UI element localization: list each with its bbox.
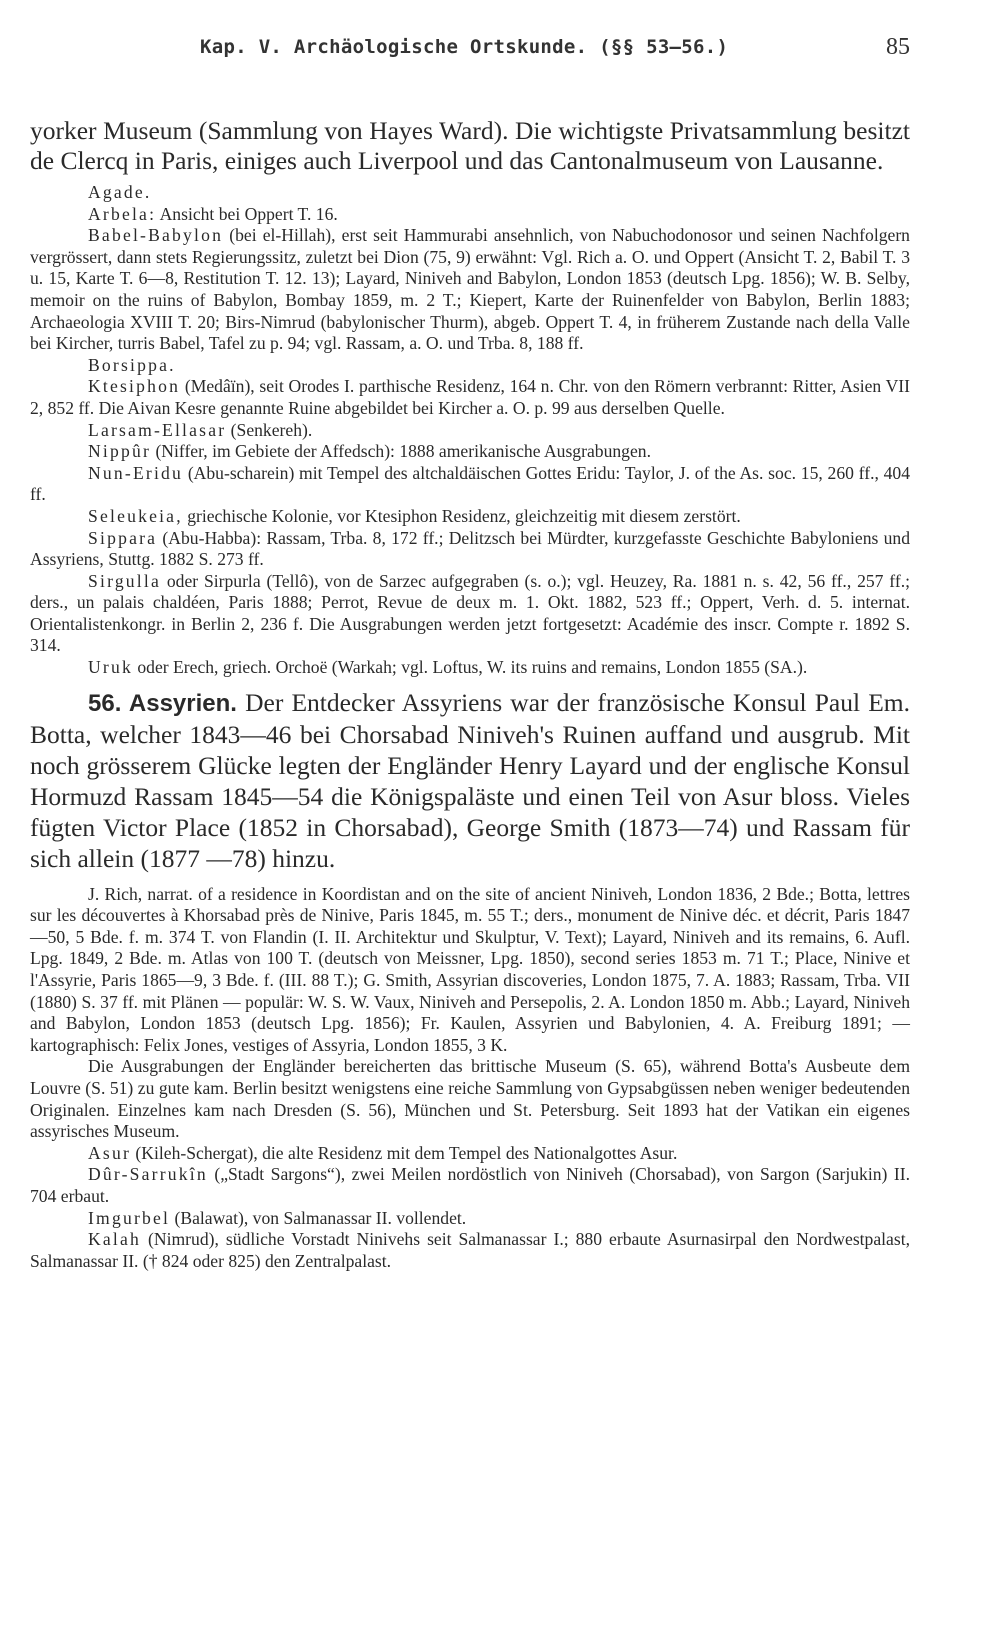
site-entry-borsippa: [30, 355, 910, 377]
site-name: Agade.: [88, 182, 152, 202]
site-text: („Stadt Sargons“), zwei Meilen nordöstlich von Niniveh (Chorsabad), von Sargon (Sarjukin) II. 704 erbaut.: [30, 1164, 911, 1206]
site-name: Nun-Eridu: [88, 462, 184, 483]
site-name: Sirgulla: [88, 570, 161, 591]
site-text: oder Erech, griech. Orchoë (Warkah; vgl. Loftus, W. its ruins and remains, London 1855 (SA.).: [137, 657, 808, 678]
museum-paragraph: Die Ausgrabungen der Engländer bereicherten das brittische Museum (S. 65), während Botta's Ausbeute dem Louvre (S. 51) zu gute kam. Berlin besitzt wenigstens eine reiche Sammlung von Gypsabgüssen neben weniger bedeutenden Originalen. Einzelnes kam nach Dresden (S. 56), München und St. Petersburg. Seit 1893 hat der Vatikan ein eigenes assyrisches Museum.: [30, 1056, 910, 1142]
site-name: Seleukeia,: [88, 505, 183, 526]
site-entry-imgurbel: [30, 1208, 910, 1230]
site-name: Asur: [88, 1142, 132, 1163]
section-text: Der Entdecker Assyriens war der französische Konsul Paul Em. Botta, welcher 1843—46 bei Chorsabad Niniveh's Ruinen auffand und ausgrub. Mit noch grösserem Glücke legten der Engländer Henry Layard und der englische Konsul Hormuzd Rassam 1845—54 die Königspaläste und einen Teil von Asur bloss. Vieles fügten Victor Place (1852 in Chorsabad), George Smith (1873—74) und Rassam für sich allein (1877 —78) hinzu.: [30, 687, 910, 873]
chapter-title: Kap. V. Archäologische Ortskunde. (§§ 53—56.): [200, 36, 729, 58]
site-name: Arbela:: [88, 203, 157, 224]
site-text: (Niffer, im Gebiete der Affedsch): 1888 amerikanische Ausgrabungen.: [155, 441, 651, 462]
site-entry-kalah: [30, 1229, 910, 1272]
site-name: Ktesiphon: [88, 376, 181, 397]
site-name: Larsam-Ellasar: [88, 419, 227, 440]
site-entry-agade: [30, 182, 910, 204]
site-entry-sirgulla: [30, 571, 910, 657]
site-text: (Kileh-Schergat), die alte Residenz mit dem Tempel des Nationalgottes Asur.: [135, 1142, 678, 1163]
site-entry-nippur: [30, 441, 910, 463]
site-text: griechische Kolonie, vor Ktesiphon Residenz, gleichzeitig mit diesem zerstört.: [187, 505, 741, 526]
site-entry-asur: [30, 1143, 910, 1165]
site-name: Nippûr: [88, 441, 152, 462]
site-text: (Senkereh).: [230, 419, 313, 440]
site-text: (Abu-Habba): Rassam, Trba. 8, 172 ff.; Delitzsch bei Mürdter, kurzgefasste Geschichte Babyloniens und Assyriens, Stuttg. 1882 S. 273 ff.: [30, 527, 910, 570]
site-entry-larsam: [30, 420, 910, 442]
site-entry-uruk: [30, 657, 910, 679]
site-name: Uruk: [88, 657, 133, 678]
site-text: (Balawat), von Salmanassar II. vollendet.: [174, 1207, 467, 1228]
site-name: Borsippa.: [88, 354, 176, 375]
site-entry-seleukeia: [30, 506, 910, 528]
running-header: [30, 30, 910, 76]
site-entry-sippara: [30, 528, 910, 571]
site-name: Kalah: [88, 1229, 142, 1250]
site-text: oder Sirpurla (Tellô), von de Sarzec aufgegraben (s. o.); vgl. Heuzey, Ra. 1881 n. s. 42, 56 ff., 257 ff.; ders., un palais chaldéen, Paris 1888; Perrot, Revue de deux m. 1. Okt. 1882, 523 ff.; Oppert, Verh. d. 5. internat. Orientalistenkongr. in Berlin 2, 236 f. Die Ausgrabungen werden jetzt fortgesetzt: Académie des inscr. Compte r. 1892 S. 314.: [30, 570, 910, 656]
site-text: (Medâïn), seit Orodes I. parthische Residenz, 164 n. Chr. von den Römern verbrannt: Ritter, Asien VII 2, 852 ff. Die Aivan Kesre genannte Ruine abgebildet bei Kircher a. O. p. 99 aus derselben Quelle.: [30, 376, 910, 418]
site-text: Ansicht bei Oppert T. 16.: [159, 203, 338, 224]
site-text: (bei el-Hillah), erst seit Hammurabi ansehnlich, von Nabuchodonosor und seinen Nachfolgern vergrössert, dann stets Regierungssitz, zuletzt bei Dion (75, 9) erwähnt: Vgl. Rich a. O. und Oppert (Ansicht T. 2, Babil T. 3 u. 15, Karte T. 6—8, Restitution T. 12. 13); Layard, Niniveh and Babylon, London 1853 (deutsch Lpg. 1856); W. B. Selby, memoir on the ruins of Babylon, Bombay 1859, m. 2 T.; Kiepert, Karte der Ruinenfelder von Babylon, Berlin 1883; Archaeologia XVIII T. 20; Birs-Nimrud (babylonischer Thurm), abgeb. Oppert T. 4, in früherem Zustande nach della Valle bei Kircher, turris Babel, Tafel zu p. 94; vgl. Rassam, a. O. und Trba. 8, 188 ff.: [30, 225, 910, 354]
section-heading: 56. Assyrien.: [88, 689, 237, 717]
site-name: Babel-Babylon: [88, 225, 224, 246]
site-entry-babylon: [30, 225, 910, 355]
section-56-paragraph: [30, 687, 910, 874]
site-name: Sippara: [88, 527, 158, 548]
site-name: Imgurbel: [88, 1207, 171, 1228]
page-number: 85: [886, 34, 910, 60]
site-name: Dûr-Sarrukîn: [88, 1164, 208, 1185]
site-entry-nun-eridu: [30, 463, 910, 506]
site-text: (Abu-scharein) mit Tempel des altchaldäischen Gottes Eridu: Taylor, J. of the As. soc. 15, 260 ff., 404 ff.: [30, 462, 911, 505]
site-entry-ktesiphon: [30, 376, 910, 419]
site-entry-arbela: [30, 204, 910, 226]
intro-paragraph: yorker Museum (Sammlung von Hayes Ward). Die wichtigste Privatsammlung besitzt de Clercq in Paris, einiges auch Liverpool und das Cantonalmuseum von Lausanne.: [30, 116, 910, 175]
babylonian-sites-list: [30, 182, 910, 679]
assyrian-literature: [30, 884, 910, 1273]
references-paragraph: J. Rich, narrat. of a residence in Koordistan and on the site of ancient Niniveh, London 1836, 2 Bde.; Botta, lettres sur les découvertes à Khorsabad près de Ninive, Paris 1845, m. 55 T.; ders., monument de Ninive déc. et décrit, Paris 1847—50, 5 Bde. f. m. 374 T. von Flandin (I. II. Architektur und Skulptur, V. Text); Layard, Niniveh and its remains, 6. Aufl. Lpg. 1849, 2 Bde. m. Atlas von 100 T. (deutsch von Meissner, Lpg. 1850), second series 1853 m. 71 T.; Place, Ninive et l'Assyrie, Paris 1865—9, 3 Bde. f. (III. 88 T.); G. Smith, Assyrian discoveries, London 1875, 7. A. 1883; Rassam, Trba. VII (1880) S. 37 ff. mit Plänen — populär: W. S. W. Vaux, Niniveh and Persepolis, 2. A. London 1850 m. Abb.; Layard, Niniveh and Babylon, London 1853 (deutsch Lpg. 1856); Fr. Kaulen, Assyrien und Babylonien, 4. A. Freiburg 1891; — kartographisch: Felix Jones, vestiges of Assyria, London 1855, 3 K.: [30, 883, 910, 1055]
site-text: (Nimrud), südliche Vorstadt Ninivehs seit Salmanassar I.; 880 erbaute Asurnasirpal den Nordwestpalast, Salmanassar II. († 824 oder 825) den Zentralpalast.: [30, 1229, 910, 1271]
book-page: [30, 30, 910, 1272]
site-entry-dur-sarrukin: [30, 1164, 910, 1207]
